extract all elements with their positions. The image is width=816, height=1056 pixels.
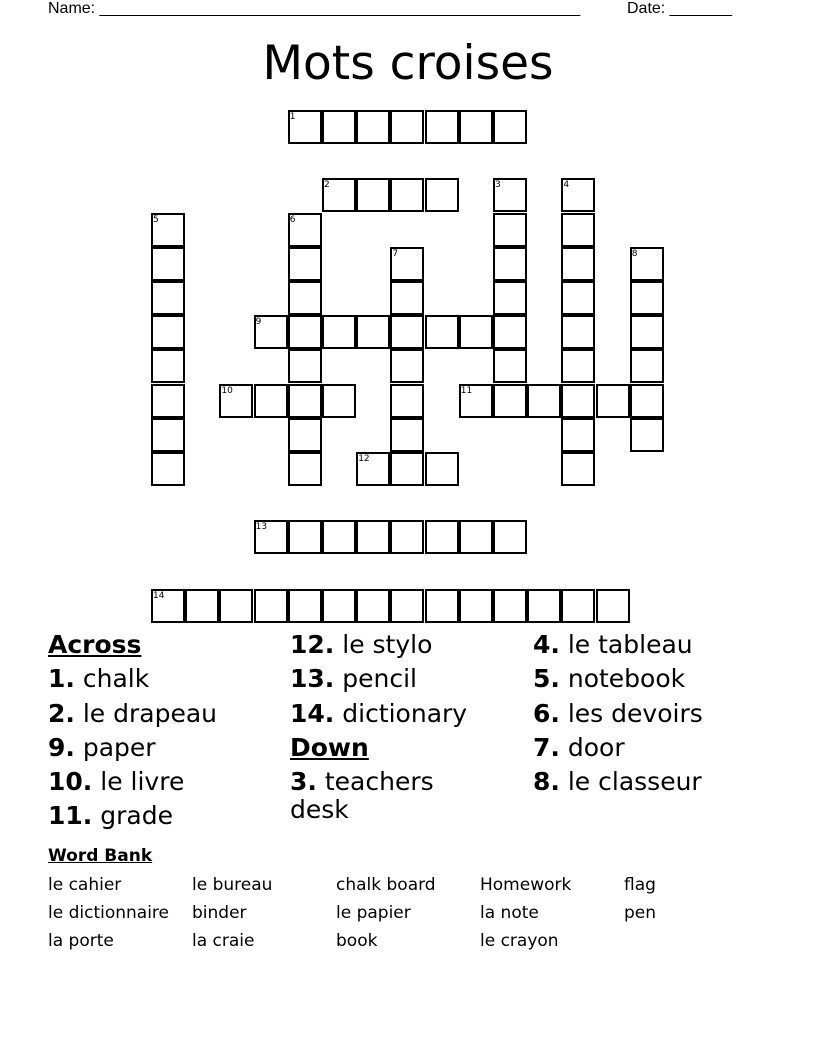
clue-across-10: 10. le livre <box>48 767 185 797</box>
crossword-cell[interactable] <box>356 178 390 212</box>
clue-number: 7 <box>392 248 399 259</box>
crossword-cell[interactable] <box>561 281 595 315</box>
clue-number: 12 <box>358 454 370 464</box>
crossword-cell[interactable] <box>561 418 595 452</box>
crossword-cell[interactable] <box>425 110 459 144</box>
crossword-cell[interactable] <box>390 452 424 486</box>
crossword-cell[interactable] <box>254 384 288 418</box>
crossword-cell[interactable] <box>493 281 527 315</box>
word-bank-word: le cahier <box>48 875 122 895</box>
crossword-cell[interactable] <box>322 589 356 623</box>
clues-column-2 <box>290 628 530 824</box>
crossword-cell[interactable] <box>322 315 356 349</box>
crossword-cell[interactable] <box>390 281 424 315</box>
clue-down-4: 4. le tableau <box>533 630 693 659</box>
crossword-cell[interactable] <box>596 384 630 418</box>
word-bank-word: le papier <box>336 903 411 923</box>
word-bank-title: Word Bank <box>48 846 153 866</box>
word-bank-word: le dictionnaire <box>48 903 170 923</box>
crossword-cell[interactable] <box>561 315 595 349</box>
clue-across-12: 12. le stylo <box>290 630 433 659</box>
clue-down-3: 3. teachers desk <box>290 767 434 825</box>
crossword-cell[interactable] <box>356 589 390 623</box>
clue-number: 4 <box>563 180 570 191</box>
crossword-cell[interactable] <box>527 384 561 418</box>
clue-across-11: 11. grade <box>48 801 173 831</box>
crossword-cell[interactable] <box>493 589 527 623</box>
crossword-cell[interactable] <box>390 520 424 554</box>
crossword-cell[interactable] <box>459 315 493 349</box>
crossword-cell[interactable] <box>561 384 595 418</box>
crossword-cell[interactable] <box>493 213 527 247</box>
crossword-cell[interactable] <box>151 349 185 383</box>
clue-number: 1 <box>289 112 296 122</box>
crossword-cell[interactable] <box>596 589 630 623</box>
crossword-cell[interactable] <box>219 589 253 623</box>
word-bank-word: la note <box>480 903 539 923</box>
crossword-cell[interactable] <box>356 315 390 349</box>
crossword-cell[interactable] <box>254 589 288 623</box>
crossword-cell[interactable] <box>356 110 390 144</box>
crossword-cell[interactable] <box>561 247 595 281</box>
crossword-cell[interactable] <box>288 384 322 418</box>
crossword-cell[interactable] <box>630 418 664 452</box>
crossword-cell[interactable] <box>151 418 185 452</box>
clue-across-1: 1. chalk <box>48 664 150 694</box>
crossword-cell[interactable] <box>151 315 185 349</box>
word-bank-word: la craie <box>192 931 255 951</box>
clue-number: 13 <box>255 522 268 533</box>
crossword-cell[interactable] <box>493 110 527 144</box>
name-field-label: Name: ______________________________________________________ <box>48 0 581 17</box>
crossword-cell[interactable] <box>390 178 424 212</box>
crossword-cell[interactable] <box>356 520 390 554</box>
clue-number: 3 <box>495 180 501 191</box>
date-field-label: Date: _______ <box>627 0 732 17</box>
crossword-cell[interactable] <box>151 281 185 315</box>
crossword-cell[interactable] <box>288 452 322 486</box>
word-bank-word: le bureau <box>192 875 273 895</box>
crossword-cell[interactable] <box>390 315 424 349</box>
crossword-cell[interactable] <box>493 247 527 281</box>
crossword-cell[interactable] <box>322 384 356 418</box>
crossword-cell[interactable] <box>151 247 185 281</box>
word-bank-word: flag <box>624 875 656 895</box>
crossword-cell[interactable] <box>390 418 424 452</box>
crossword-cell[interactable] <box>288 247 322 281</box>
clue-number: 10 <box>221 385 233 396</box>
word-bank-word: la porte <box>48 931 114 951</box>
crossword-cell[interactable] <box>630 384 664 418</box>
crossword-cell[interactable] <box>425 315 459 349</box>
crossword-cell[interactable] <box>459 589 493 623</box>
crossword-cell[interactable] <box>151 384 185 418</box>
crossword-cell[interactable] <box>288 418 322 452</box>
clue-number: 14 <box>153 590 165 601</box>
crossword-cell[interactable] <box>493 349 527 383</box>
clue-across-13: 13. pencil <box>290 664 417 694</box>
clue-number: 11 <box>460 385 473 396</box>
clue-number: 5 <box>153 214 159 225</box>
clues-column-1 <box>48 628 288 834</box>
crossword-cell[interactable] <box>288 589 322 623</box>
crossword-cell[interactable] <box>288 520 322 554</box>
crossword-cell[interactable] <box>527 589 561 623</box>
clue-down-6: 6. les devoirs <box>533 698 703 728</box>
clue-down-7: 7. door <box>533 732 625 762</box>
clue-number: 6 <box>289 214 296 225</box>
clue-across-9: 9. paper <box>48 732 156 762</box>
crossword-cell[interactable] <box>425 452 459 486</box>
crossword-cell[interactable] <box>425 520 459 554</box>
word-bank-word: Homework <box>480 875 572 895</box>
word-bank-word: book <box>336 931 378 951</box>
crossword-cell[interactable] <box>322 520 356 554</box>
crossword-cell[interactable] <box>151 452 185 486</box>
clue-number: 8 <box>631 248 638 259</box>
crossword-cell[interactable] <box>185 589 219 623</box>
crossword-cell[interactable] <box>288 349 322 383</box>
crossword-cell[interactable] <box>288 281 322 315</box>
crossword-cell[interactable] <box>425 589 459 623</box>
crossword-cell[interactable] <box>425 178 459 212</box>
crossword-cell[interactable] <box>493 520 527 554</box>
crossword-cell[interactable] <box>493 384 527 418</box>
clue-number: 2 <box>324 180 330 191</box>
down-heading: Down <box>290 732 369 762</box>
crossword-cell[interactable] <box>390 110 424 144</box>
crossword-cell[interactable] <box>561 213 595 247</box>
word-bank-word: le crayon <box>480 931 559 951</box>
crossword-cell[interactable] <box>561 452 595 486</box>
crossword-cell[interactable] <box>561 589 595 623</box>
clue-number: 9 <box>255 317 262 328</box>
word-bank-word: chalk board <box>336 875 436 895</box>
crossword-cell[interactable] <box>561 349 595 383</box>
crossword-cell[interactable] <box>630 281 664 315</box>
crossword-cell[interactable] <box>390 349 424 383</box>
crossword-cell[interactable] <box>630 349 664 383</box>
clue-across-2: 2. le drapeau <box>48 698 218 728</box>
crossword-cell[interactable] <box>288 315 322 349</box>
across-heading: Across <box>48 630 142 659</box>
crossword-cell[interactable] <box>459 110 493 144</box>
clue-across-14: 14. dictionary <box>290 698 468 728</box>
crossword-cell[interactable] <box>322 110 356 144</box>
clues-column-3 <box>533 628 773 799</box>
crossword-cell[interactable] <box>390 384 424 418</box>
word-bank-word: pen <box>624 903 657 923</box>
crossword-cell[interactable] <box>493 315 527 349</box>
crossword-cell[interactable] <box>390 589 424 623</box>
clue-down-5: 5. notebook <box>533 664 686 694</box>
crossword-cell[interactable] <box>630 315 664 349</box>
word-bank-word: binder <box>192 903 247 923</box>
crossword-cell[interactable] <box>459 520 493 554</box>
page-title: Mots croises <box>262 36 554 91</box>
clue-down-8: 8. le classeur <box>533 767 702 797</box>
